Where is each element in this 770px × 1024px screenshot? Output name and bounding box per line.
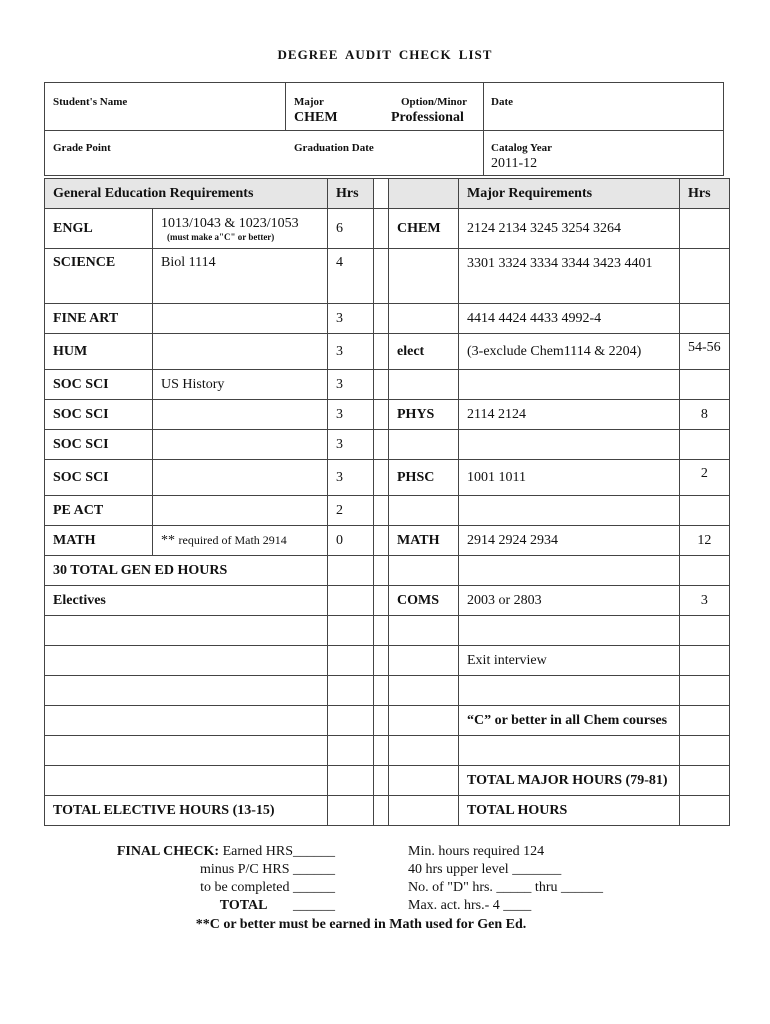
total-label: TOTAL [219, 898, 268, 913]
row-label: CHEM [389, 209, 459, 249]
hrs-cell [680, 766, 730, 796]
course-list: (3-exclude Chem1114 & 2204) [459, 334, 680, 370]
column-gap [374, 304, 389, 334]
blank-cell [389, 556, 459, 586]
course-note: required of Math 2914 [178, 532, 287, 547]
table-row [45, 249, 730, 304]
hrs-cell [328, 796, 374, 826]
column-gap [374, 556, 389, 586]
table-row [45, 526, 730, 556]
final-check-label: FINAL CHECK: [116, 844, 220, 859]
row-label: MATH [45, 526, 153, 556]
column-gap [374, 249, 389, 304]
row-label: HUM [45, 334, 153, 370]
row-label: PHSC [389, 460, 459, 496]
total-gen-ed-label: 30 TOTAL GEN ED HOURS [45, 556, 328, 586]
date-label: Date [491, 96, 513, 108]
hrs-cell [328, 586, 374, 616]
course-list: 2914 2924 2934 [459, 526, 680, 556]
blank-cell [153, 304, 328, 334]
hrs-cell: 0 [328, 526, 374, 556]
elective-blank [45, 706, 328, 736]
blank-cell [389, 676, 459, 706]
blank-cell [153, 496, 328, 526]
blank-cell [459, 370, 680, 400]
row-label: PE ACT [45, 496, 153, 526]
blank-cell [389, 616, 459, 646]
column-gap [374, 334, 389, 370]
hrs-cell: 3 [328, 370, 374, 400]
hrs-cell [328, 736, 374, 766]
row-label: PHYS [389, 400, 459, 430]
course-list: 1001 1011 [459, 460, 680, 496]
row-label: SOC SCI [45, 460, 153, 496]
hrs-cell: 6 [328, 209, 374, 249]
table-row [45, 556, 730, 586]
blank-cell [153, 400, 328, 430]
column-gap [374, 796, 389, 826]
elective-blank [45, 736, 328, 766]
elective-blank [45, 616, 328, 646]
column-gap [374, 766, 389, 796]
hrs-cell [680, 736, 730, 766]
total-major-hours: TOTAL MAJOR HOURS (79-81) [459, 766, 680, 796]
catalog-year-value: 2011-12 [491, 156, 538, 171]
hrs-header: Hrs [328, 179, 374, 209]
minus-pc-hrs: minus P/C HRS ______ [200, 862, 335, 877]
hrs-cell: 3 [328, 304, 374, 334]
hrs-cell [680, 249, 730, 304]
table-row [45, 676, 730, 706]
row-label: ENGL [45, 209, 153, 249]
course-list: 3301 3324 3334 3344 3423 4401 [459, 249, 680, 304]
blank-cell [389, 249, 459, 304]
hrs-cell [328, 766, 374, 796]
hrs-cell: 2 [680, 460, 730, 496]
hrs-cell [680, 556, 730, 586]
table-row [45, 334, 730, 370]
hrs-cell [328, 706, 374, 736]
final-check-left [90, 843, 335, 915]
major-hrs-header: Hrs [680, 179, 730, 209]
table-row [45, 370, 730, 400]
blank-cell [389, 646, 459, 676]
row-label: SOC SCI [45, 400, 153, 430]
table-row [45, 304, 730, 334]
column-gap [374, 586, 389, 616]
major-label: Major [294, 96, 324, 108]
hrs-cell [680, 646, 730, 676]
option-minor-label: Option/Minor [401, 96, 468, 108]
row-label: SOC SCI [45, 430, 153, 460]
table-row [45, 766, 730, 796]
column-gap [374, 526, 389, 556]
column-gap [374, 496, 389, 526]
header-divider [45, 130, 723, 131]
hrs-cell [328, 616, 374, 646]
graduation-date-label: Graduation Date [294, 142, 374, 154]
option-minor-value: Professional [391, 110, 464, 125]
blank-cell [459, 556, 680, 586]
blank-cell [459, 616, 680, 646]
hrs-cell [680, 796, 730, 826]
hrs-cell [680, 370, 730, 400]
electives-label: Electives [45, 586, 328, 616]
row-label: MATH [389, 526, 459, 556]
hrs-cell [328, 676, 374, 706]
table-row [45, 400, 730, 430]
blank-cell [389, 430, 459, 460]
hrs-cell: 3 [328, 430, 374, 460]
blank-cell [389, 370, 459, 400]
table-row [45, 209, 730, 249]
hrs-cell [680, 676, 730, 706]
column-gap [374, 400, 389, 430]
hrs-cell [680, 304, 730, 334]
table-header-row [45, 179, 730, 209]
blank-cell [153, 334, 328, 370]
total-hours: TOTAL HOURS [459, 796, 680, 826]
table-row [45, 616, 730, 646]
row-label: FINE ART [45, 304, 153, 334]
blank-cell [459, 496, 680, 526]
column-gap [374, 616, 389, 646]
blank-cell [389, 304, 459, 334]
hrs-cell [680, 706, 730, 736]
grade-point-label: Grade Point [53, 142, 111, 154]
student-name-label: Student's Name [53, 96, 128, 108]
hrs-cell: 54-56 [680, 334, 730, 370]
course-list: 2003 or 2803 [459, 586, 680, 616]
blank-cell [389, 179, 459, 209]
hrs-cell [680, 209, 730, 249]
upper-level: 40 hrs upper level _______ [408, 862, 562, 877]
blank-cell [459, 736, 680, 766]
column-gap [374, 179, 389, 209]
column-gap [374, 460, 389, 496]
min-hours: Min. hours required 124 [408, 844, 545, 859]
hrs-cell: 4 [328, 249, 374, 304]
hrs-cell: 2 [328, 496, 374, 526]
column-gap [374, 736, 389, 766]
column-gap [374, 430, 389, 460]
hrs-cell: 3 [328, 460, 374, 496]
column-gap [374, 209, 389, 249]
course-list: 2114 2124 [459, 400, 680, 430]
blank-cell [459, 430, 680, 460]
column-gap [374, 370, 389, 400]
d-hours: No. of "D" hrs. _____ thru ______ [408, 880, 603, 895]
earned-hrs: Earned HRS______ [222, 844, 335, 859]
student-info-header [44, 82, 724, 176]
blank-cell [153, 460, 328, 496]
row-label: SOC SCI [45, 370, 153, 400]
course-list: Biol 1114 [153, 249, 328, 304]
hrs-cell [680, 616, 730, 646]
major-header: Major Requirements [459, 179, 680, 209]
document-title: DEGREE AUDIT CHECK LIST [277, 47, 493, 62]
row-label: COMS [389, 586, 459, 616]
gen-ed-header: General Education Requirements [45, 179, 328, 209]
max-activity-hours: Max. act. hrs.- 4 ____ [408, 898, 532, 913]
blank-cell [153, 430, 328, 460]
elective-blank [45, 676, 328, 706]
blank-cell [389, 766, 459, 796]
final-check-right [408, 843, 603, 915]
blank-cell [389, 736, 459, 766]
column-gap [374, 676, 389, 706]
table-row [45, 430, 730, 460]
table-row [45, 586, 730, 616]
blank-cell [459, 676, 680, 706]
catalog-year-label: Catalog Year [491, 142, 552, 154]
hrs-cell [680, 430, 730, 460]
table-row [45, 706, 730, 736]
header-col-divider [285, 83, 286, 130]
blank-cell [389, 706, 459, 736]
hrs-cell [680, 496, 730, 526]
table-row [45, 496, 730, 526]
course-list: 1013/1043 & 1023/1053 [161, 215, 299, 231]
c-or-better-note: “C” or better in all Chem courses [459, 706, 680, 736]
requirements-table [44, 178, 730, 826]
hrs-cell [328, 646, 374, 676]
header-col-divider [483, 83, 484, 176]
total-blank: ______ [293, 898, 335, 913]
table-row [45, 736, 730, 766]
column-gap [374, 646, 389, 676]
row-label: SCIENCE [45, 249, 153, 304]
table-row [45, 646, 730, 676]
hrs-cell: 3 [328, 334, 374, 370]
hrs-cell [328, 556, 374, 586]
course-list: 2124 2134 3245 3254 3264 [459, 209, 680, 249]
blank-cell [389, 796, 459, 826]
math-note: **C or better must be earned in Math used for Gen Ed. [195, 917, 527, 932]
elective-blank [45, 766, 328, 796]
major-value: CHEM [294, 110, 338, 125]
hrs-cell: 8 [680, 400, 730, 430]
exit-interview: Exit interview [459, 646, 680, 676]
course-note: (must make a"C" or better) [167, 231, 275, 242]
table-row [45, 796, 730, 826]
asterisks: ** [161, 532, 175, 548]
hrs-cell: 12 [680, 526, 730, 556]
row-label: elect [389, 334, 459, 370]
blank-cell [389, 496, 459, 526]
hrs-cell: 3 [328, 400, 374, 430]
to-be-completed: to be completed ______ [200, 880, 335, 895]
column-gap [374, 706, 389, 736]
table-row [45, 460, 730, 496]
course-list: US History [153, 370, 328, 400]
elective-blank [45, 646, 328, 676]
hrs-cell: 3 [680, 586, 730, 616]
total-elective-hours: TOTAL ELECTIVE HOURS (13-15) [45, 796, 328, 826]
course-list: 4414 4424 4433 4992-4 [459, 304, 680, 334]
